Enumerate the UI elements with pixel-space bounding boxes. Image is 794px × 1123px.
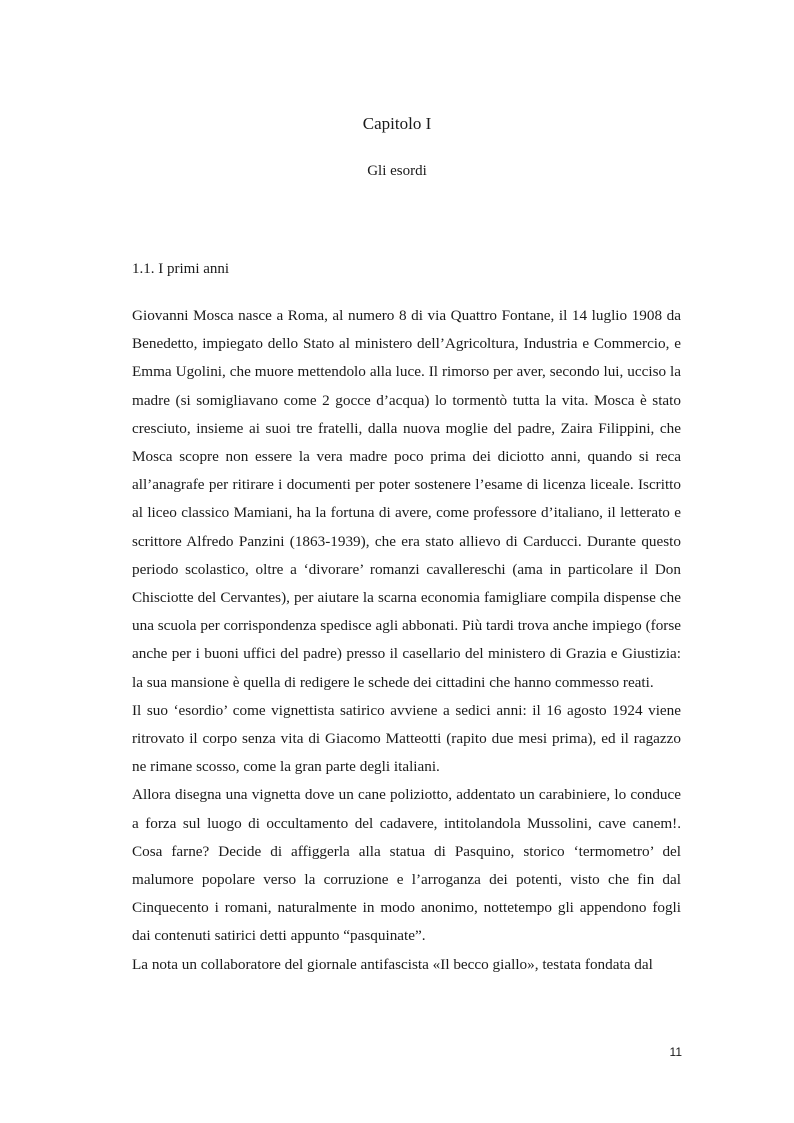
chapter-subtitle: Gli esordi (367, 163, 427, 179)
paragraph: La nota un collaboratore del giornale antifascista «Il becco giallo», testata fondata dal (132, 955, 653, 973)
paragraph: Il suo ‘esordio’ come vignettista satirico avviene a sedici anni: il 16 agosto 1924 viene ritrovato il corpo senza vita di Giacomo Matteotti (rapito due mesi prima), ed il ragazzo ne rimane scosso, come la gran parte degli italiani. (132, 701, 681, 776)
page-number: 11 (669, 1045, 682, 1059)
section-heading: 1.1. I primi anni (132, 261, 230, 277)
paragraph: Giovanni Mosca nasce a Roma, al numero 8 di via Quattro Fontane, il 14 luglio 1908 da Benedetto, impiegato dello Stato al ministero dell’Agricoltura, Industria e Commercio, e Emma Ugolini, che muore mettendolo alla luce. Il rimorso per aver, secondo lui, ucciso la madre (si somigliavano come 2 gocce d’acqua) lo tormentò tutta la vita. Mosca è stato cresciuto, insieme ai suoi tre fratelli, dalla nuova moglie del padre, Zaira Filippini, che Mosca scopre non essere la vera madre poco prima dei diciotto anni, quando si reca all’anagrafe per ritirare i documenti per poter sostenere l’esame di licenza liceale. Iscritto al liceo classico Mamiani, ha la fortuna di avere, come professore d’italiano, il letterato e scrittore Alfredo Panzini (1863-1939), che era stato allievo di Carducci. Durante questo periodo scolastico, oltre a ‘divorare’ romanzi cavallereschi (ama in particolare il Don Chisciotte del Cervantes), per aiutare la scarna economia famigliare compila dispense che una scuola per corrispondenza spedisce agli abbonati. Più tardi trova anche impiego (forse anche per i buoni uffici del padre) presso il casellario del ministero di Grazia e Giustizia: la sua mansione è quella di redigere le schede dei cittadini che hanno commesso reati. (132, 307, 681, 691)
paragraph: Allora disegna una vignetta dove un cane poliziotto, addentato un carabiniere, lo conduce a forza sul luogo di occultamento del cadavere, intitolandola Mussolini, cave canem!. Cosa farne? Decide di affiggerla alla statua di Pasquino, storico ‘termometro’ del malumore popolare verso la corruzione e l’arroganza dei potenti, visto che fin dal Cinquecento i romani, naturalmente in modo anonimo, nottetempo gli appendono fogli dai contenuti satirici detti appunto “pasquinate”. (132, 786, 681, 945)
body-text (132, 302, 681, 979)
chapter-title: Capitolo I (362, 114, 432, 133)
